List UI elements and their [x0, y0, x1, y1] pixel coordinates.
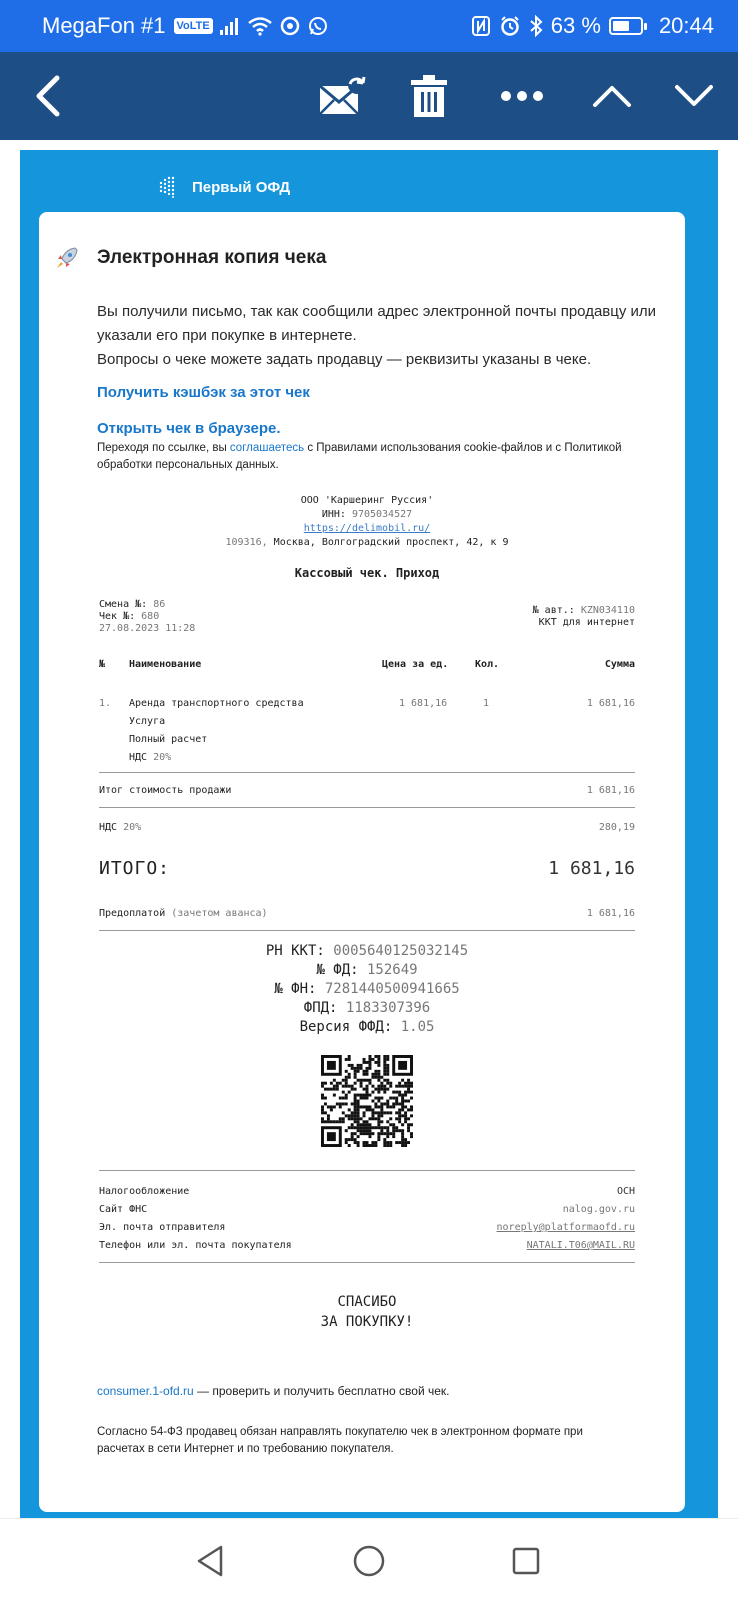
seller-header: [99, 494, 635, 550]
divider: [99, 930, 635, 931]
item-price: 1 681,16: [399, 698, 448, 709]
divider: [99, 1262, 635, 1263]
col-name: Наименование: [129, 659, 202, 670]
receipt-card: [39, 212, 685, 1512]
item-name: Аренда транспортного средства: [129, 698, 304, 709]
carrier-name: MegaFon #1: [42, 13, 166, 38]
intro-line-1: Вы получили письмо, так как сообщили адрес электронной почты продавцу или указали его при покупке в интернете.: [97, 303, 657, 344]
battery-percent: 63 %: [550, 13, 601, 38]
nav-back-button[interactable]: [186, 1537, 234, 1585]
fd-label: № ФД:: [316, 962, 367, 978]
col-price: Цена за ед.: [382, 659, 449, 670]
subtotal-value: 1 681,16: [586, 785, 635, 796]
sender-email-link[interactable]: noreply@platformaofd.ru: [496, 1222, 635, 1233]
item-type: Услуга: [129, 716, 166, 727]
email-title: Электронная копия чека: [97, 247, 327, 268]
fns-label: Сайт ФНС: [99, 1204, 148, 1215]
back-triangle-icon: [195, 1544, 225, 1578]
intro-line-2: Вопросы о чеке можете задать продавцу — реквизиты указаны в чеке.: [97, 351, 592, 368]
chevron-left-icon: [33, 74, 63, 118]
fn-value: 7281440500941665: [324, 981, 460, 997]
rn-kkt-value: 0005640125032145: [333, 943, 469, 959]
data-saver-icon: [279, 13, 301, 39]
divider: [99, 772, 635, 773]
whatsapp-icon: [307, 13, 329, 39]
fns-value: nalog.gov.ru: [562, 1204, 635, 1215]
consent-text: [97, 440, 637, 474]
item-vat-label: НДС: [129, 752, 154, 763]
sender-logo-text: Первый ОФД: [192, 178, 291, 196]
inn-label: ИНН:: [321, 509, 352, 520]
check-value: 680: [141, 611, 160, 622]
subtotal-label: Итог стоимость продажи: [99, 785, 232, 796]
rocket-icon: [55, 246, 79, 270]
volte-badge: VoLTE: [174, 18, 213, 34]
system-nav-bar: [0, 1518, 738, 1600]
fpd-value: 1183307396: [345, 1000, 431, 1016]
buyer-label: Телефон или эл. почта покупателя: [99, 1240, 292, 1251]
status-bar: [0, 0, 738, 52]
email-intro: [97, 300, 657, 372]
email-frame: [20, 150, 718, 1518]
thanks-line-1: СПАСИБО: [337, 1294, 397, 1310]
item-vat: 20%: [153, 752, 172, 763]
back-button[interactable]: [16, 52, 80, 140]
mail-body[interactable]: [0, 140, 738, 1518]
battery-level-fill: [613, 21, 629, 31]
tax-value: ОСН: [616, 1186, 635, 1197]
rn-kkt-label: РН ККТ:: [265, 943, 334, 959]
recents-square-icon: [511, 1546, 541, 1576]
thanks-text: [99, 1292, 635, 1332]
receipt-datetime: 27.08.2023 11:28: [99, 623, 196, 634]
buyer-email-link[interactable]: NATALI.T06@MAIL.RU: [526, 1240, 635, 1251]
shift-info: [99, 599, 195, 635]
prepay-label: Предоплатой: [99, 908, 172, 919]
kkt-type: ККТ для интернет: [538, 617, 635, 628]
qr-code: [321, 1055, 413, 1147]
trash-icon: [410, 74, 448, 118]
more-options-button[interactable]: [490, 52, 554, 140]
kkt-info: [533, 605, 635, 629]
open-in-browser-link[interactable]: Открыть чек в браузере.: [97, 420, 281, 437]
mark-unread-button[interactable]: [310, 52, 374, 140]
consumer-ofd-link[interactable]: consumer.1-ofd.ru: [97, 1384, 194, 1398]
vat-label: НДС: [99, 822, 124, 833]
nav-recents-button[interactable]: [502, 1537, 550, 1585]
consent-prefix: Переходя по ссылке, вы: [97, 442, 230, 454]
sender-logo: [158, 176, 290, 198]
auto-value: KZN034110: [580, 605, 635, 616]
prepay-value: 1 681,16: [586, 908, 635, 919]
chevron-up-icon: [592, 84, 632, 108]
shift-label: Смена №:: [99, 599, 154, 610]
home-circle-icon: [352, 1544, 386, 1578]
seller-site-link[interactable]: https://delimobil.ru/: [303, 523, 431, 534]
ffd-value: 1.05: [400, 1019, 435, 1035]
delete-button[interactable]: [397, 52, 461, 140]
wifi-icon: [247, 13, 273, 39]
col-num: №: [99, 659, 106, 670]
nav-home-button[interactable]: [345, 1537, 393, 1585]
clock: 20:44: [658, 13, 714, 38]
consent-link[interactable]: соглашаетесь: [229, 442, 305, 454]
vat-rate: 20%: [123, 822, 142, 833]
address-index: 109316,: [225, 537, 274, 548]
fpd-label: ФПД:: [303, 1000, 346, 1016]
item-payment: Полный расчет: [129, 734, 208, 745]
fn-label: № ФН:: [274, 981, 325, 997]
next-mail-button[interactable]: [662, 52, 726, 140]
alarm-icon: [499, 13, 521, 39]
item-num: 1.: [99, 698, 112, 709]
legal-note: Согласно 54-ФЗ продавец обязан направлять покупателю чек в электронном формате при расчетах в сети Интернет и по требованию покупателя.: [97, 1426, 583, 1455]
consent-suffix: с Правилами использования cookie-файлов и с Политикой обработки персональных данных.: [97, 442, 622, 471]
item-description: [129, 695, 369, 767]
total-value: 1 681,16: [548, 858, 635, 879]
title-row: [55, 246, 326, 270]
ffd-label: Версия ФФД:: [299, 1019, 401, 1035]
cashback-link[interactable]: Получить кэшбэк за этот чек: [97, 384, 310, 401]
total-label: ИТОГО:: [99, 858, 171, 879]
item-qty: 1: [483, 698, 490, 709]
battery-icon: [609, 17, 643, 35]
fd-value: 152649: [367, 962, 418, 978]
prepay-label-note: (зачетом аванса): [171, 908, 268, 919]
divider: [99, 1170, 635, 1171]
nfc-icon: [471, 13, 491, 39]
receipt-title: Кассовый чек. Приход: [294, 566, 440, 580]
chevron-down-icon: [674, 84, 714, 108]
check-service-suffix: — проверить и получить бесплатно свой чек.: [193, 1384, 450, 1398]
seller-name: ООО 'Каршеринг Руссия': [300, 495, 434, 506]
ofd-logo-icon: [158, 176, 180, 198]
item-sum: 1 681,16: [586, 698, 635, 709]
vat-amount: 280,19: [598, 822, 635, 833]
signal-icon: [219, 13, 241, 39]
more-icon: [500, 90, 544, 102]
divider: [99, 807, 635, 808]
check-service-text: [97, 1384, 450, 1398]
sender-email-label: Эл. почта отправителя: [99, 1222, 226, 1233]
fiscal-data: [99, 942, 635, 1037]
thanks-line-2: ЗА ПОКУПКУ!: [320, 1314, 414, 1330]
mail-toolbar: [0, 52, 738, 140]
check-label: Чек №:: [99, 611, 142, 622]
col-sum: Сумма: [604, 659, 635, 670]
bluetooth-icon: [529, 13, 543, 39]
tax-label: Налогообложение: [99, 1186, 190, 1197]
col-qty: Кол.: [475, 659, 500, 670]
shift-value: 86: [153, 599, 166, 610]
mark-unread-icon: [317, 74, 367, 118]
seller-address: Москва, Волгоградский проспект, 42, к 9: [273, 537, 509, 548]
inn-value: 9705034527: [351, 509, 413, 520]
previous-mail-button[interactable]: [580, 52, 644, 140]
auto-label: № авт.:: [532, 605, 581, 616]
